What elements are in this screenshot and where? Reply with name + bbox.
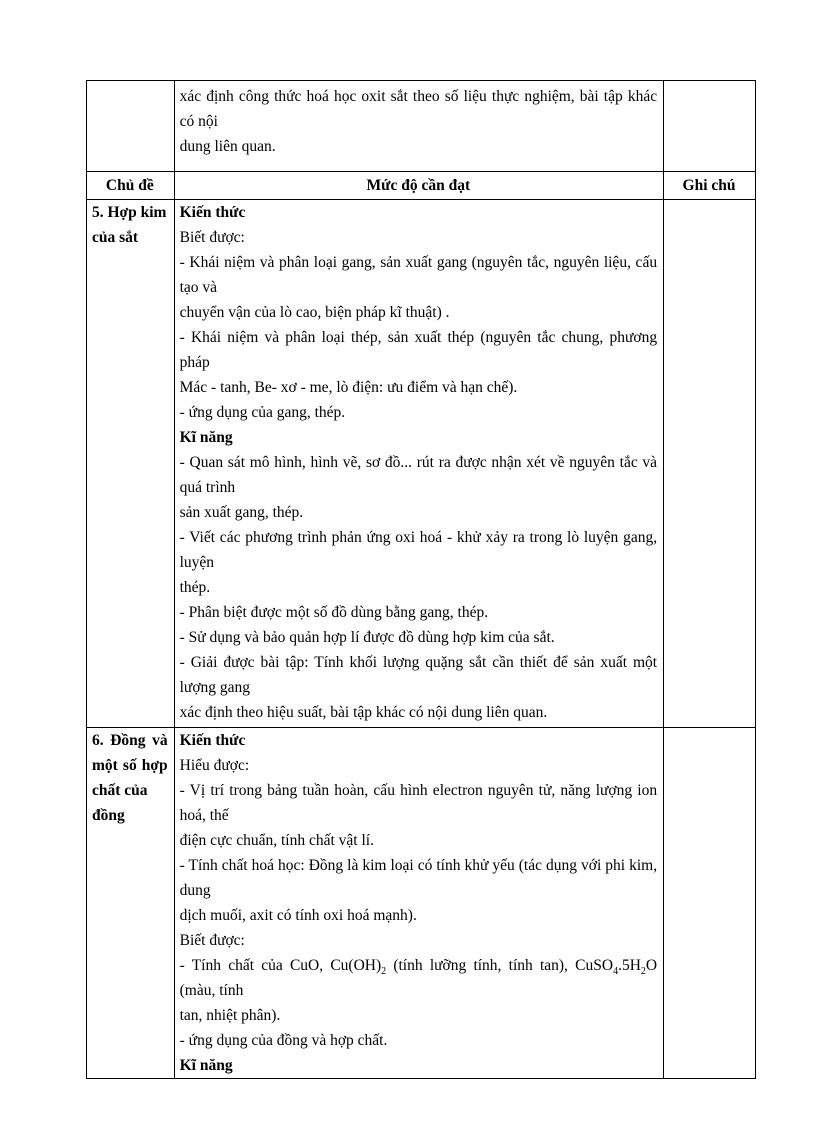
table-row-iron-alloys: [87, 200, 756, 728]
text-line: Biết được:: [179, 932, 245, 949]
topic-cell-iron-alloys: [87, 200, 175, 728]
note-cell-empty: [664, 81, 756, 172]
text-line: - Phân biệt được một số đồ dùng bằng gang, thép.: [179, 604, 489, 621]
note-cell-copper: [664, 728, 756, 1079]
text-line: tan, nhiệt phân).: [179, 1007, 281, 1024]
text-line: - Sử dụng và bảo quản hợp lí được đồ dùng hợp kim của sắt.: [179, 629, 555, 646]
compound-line: [180, 953, 657, 1003]
text-line: - Quan sát mô hình, hình vẽ, sơ đồ... rút ra được nhận xét về nguyên tắc và quá trình: [179, 454, 658, 496]
level-cell-iron-alloys: [174, 200, 663, 728]
text-fragment: O (màu, tính: [179, 957, 658, 999]
text-line: sản xuất gang, thép.: [179, 504, 304, 521]
topic-line: 5. Hợp kim: [92, 204, 167, 221]
skill-heading: Kĩ năng: [179, 429, 233, 446]
text-fragment: (tính lưỡng tính, tính tan), CuSO: [386, 957, 614, 974]
text-line: - Giải được bài tập: Tính khối lượng quặng sắt cần thiết để sản xuất một lượng gang: [179, 654, 658, 696]
text-line: - Tính chất hoá học: Đồng là kim loại có tính khử yếu (tác dụng với phi kim, dung: [179, 857, 658, 899]
text-line: dung liên quan.: [179, 138, 276, 155]
text-line: - Vị trí trong bảng tuần hoàn, cấu hình electron nguyên tử, năng lượng ion hoá, thế: [179, 782, 658, 824]
skill-heading: Kĩ năng: [179, 1057, 233, 1074]
table-row-continuation: [87, 81, 756, 172]
text-line: - Khái niệm và phân loại gang, sản xuất gang (nguyên tắc, nguyên liệu, cấu tạo và: [179, 254, 658, 296]
text-line: Hiểu được:: [179, 757, 250, 774]
text-line: điện cực chuẩn, tính chất vật lí.: [179, 832, 374, 849]
topic-line: của sắt: [92, 229, 139, 246]
text-fragment: .5H: [618, 957, 641, 974]
table-row-copper: [87, 728, 756, 1079]
text-line: - Viết các phương trình phản ứng oxi hoá - khử xảy ra trong lò luyện gang, luyện: [179, 529, 658, 571]
topic-line: một số hợp: [92, 757, 168, 774]
text-line: Biết được:: [179, 229, 245, 246]
header-topic: Chủ đề: [87, 172, 175, 200]
subscript: 2: [381, 966, 387, 978]
text-line: - Khái niệm và phân loại thép, sản xuất thép (nguyên tắc chung, phương pháp: [179, 329, 658, 371]
topic-cell-empty: [87, 81, 175, 172]
text-line: dịch muối, axit có tính oxi hoá mạnh).: [179, 907, 417, 924]
text-line: - ứng dụng của đồng và hợp chất.: [179, 1032, 388, 1049]
note-cell-iron-alloys: [664, 200, 756, 728]
topic-line: chất của đồng: [92, 782, 148, 824]
topic-line: 6. Đồng và: [92, 732, 168, 749]
header-note: Ghi chú: [664, 172, 756, 200]
text-line: thép.: [179, 579, 211, 596]
text-fragment: - Tính chất của CuO, Cu(OH): [179, 957, 382, 974]
knowledge-heading: Kiến thức: [179, 204, 246, 221]
text-line: - ứng dụng của gang, thép.: [179, 404, 346, 421]
curriculum-table: [86, 80, 756, 1079]
table-header-row: [87, 172, 756, 200]
level-cell-continuation: [174, 81, 663, 172]
level-cell-copper: [174, 728, 663, 1079]
text-line: xác định công thức hoá học oxit sắt theo số liệu thực nghiệm, bài tập khác có nội: [179, 88, 658, 130]
header-level: Mức độ cần đạt: [174, 172, 663, 200]
knowledge-heading: Kiến thức: [179, 732, 246, 749]
subscript: 2: [640, 966, 646, 978]
text-line: chuyển vận của lò cao, biện pháp kĩ thuật) .: [179, 304, 450, 321]
topic-cell-copper: [87, 728, 175, 1079]
text-line: Mác - tanh, Be- xơ - me, lò điện: ưu điểm và hạn chế).: [179, 379, 518, 396]
subscript: 4: [613, 966, 619, 978]
text-line: xác định theo hiệu suất, bài tập khác có nội dung liên quan.: [179, 704, 548, 721]
